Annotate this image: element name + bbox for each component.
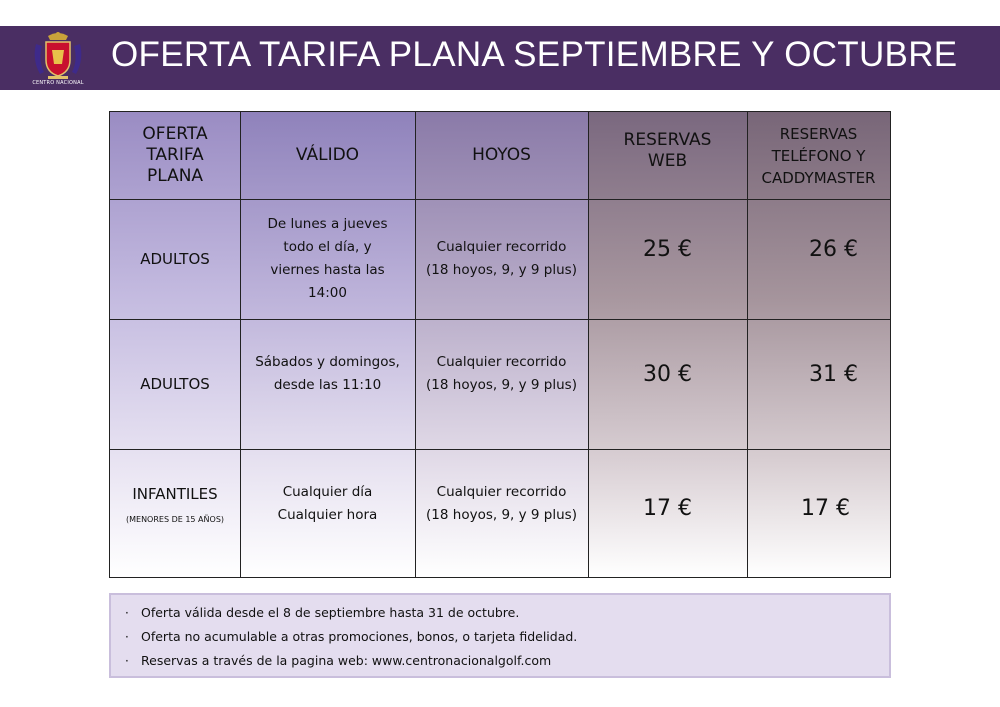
note-text: Reservas a través de la pagina web: www.centronacionalgolf.com: [141, 653, 552, 668]
web-price: [588, 319, 747, 449]
header-holes-line: HOYOS: [472, 145, 531, 165]
note-item: [125, 649, 889, 673]
category-label: ADULTOS: [140, 250, 210, 268]
header-offer: [110, 112, 240, 199]
valid-line: viernes hasta las: [270, 262, 385, 278]
category-note: (MENORES DE 15 AÑOS): [125, 514, 225, 524]
holes-line: (18 hoyos, 9, y 9 plus): [426, 507, 577, 523]
phone-price-value: 17 €: [801, 495, 850, 521]
header-phone-line: TELÉFONO Y: [771, 146, 866, 165]
web-price-value: 30 €: [643, 361, 692, 387]
valid-line: Sábados y domingos,: [255, 354, 400, 370]
note-text: Oferta no acumulable a otras promociones, bonos, o tarjeta fidelidad.: [141, 629, 578, 644]
phone-price-value: 26 €: [809, 236, 858, 262]
holes-line: Cualquier recorrido: [436, 354, 567, 370]
phone-price: [747, 319, 890, 449]
row-category: [110, 319, 240, 449]
valid-line: todo el día, y: [283, 239, 372, 255]
row-valid: [240, 319, 415, 449]
bullet: ·: [125, 606, 129, 620]
web-price-value: 25 €: [643, 236, 692, 262]
header-web-line: RESERVAS: [623, 129, 712, 150]
header-valid-line: VÁLIDO: [295, 145, 360, 165]
logo-caption: CENTRO NACIONAL: [32, 80, 84, 86]
header-banner: [0, 26, 1000, 90]
holes-line: (18 hoyos, 9, y 9 plus): [426, 262, 577, 278]
row-category: [110, 449, 240, 579]
valid-line: De lunes a jueves: [267, 216, 388, 232]
note-item: [125, 625, 889, 649]
holes-line: Cualquier recorrido: [436, 239, 567, 255]
row-holes: [415, 449, 588, 579]
note-item: [125, 601, 889, 625]
valid-line: Cualquier día: [282, 484, 373, 500]
header-web-line: WEB: [647, 150, 688, 171]
header-holes: [415, 112, 588, 199]
row-holes: [415, 199, 588, 319]
header-phone-line: RESERVAS: [779, 124, 858, 143]
row-holes: [415, 319, 588, 449]
holes-line: Cualquier recorrido: [436, 484, 567, 500]
header-web: [588, 112, 747, 199]
bullet: ·: [125, 630, 129, 644]
web-price-value: 17 €: [643, 495, 692, 521]
price-table: [109, 111, 891, 578]
header-offer-line: OFERTA: [142, 124, 208, 144]
header-valid: [240, 112, 415, 199]
valid-line: 14:00: [308, 285, 347, 301]
bullet: ·: [125, 654, 129, 668]
notes-box: [109, 593, 891, 678]
web-price: [588, 449, 747, 579]
valid-line: desde las 11:10: [273, 377, 382, 393]
valid-line: Cualquier hora: [277, 507, 378, 523]
header-phone-line: CADDYMASTER: [761, 168, 876, 187]
row-valid: [240, 199, 415, 319]
category-label: INFANTILES: [132, 484, 218, 503]
phone-price-value: 31 €: [809, 361, 858, 387]
note-text: Oferta válida desde el 8 de septiembre hasta 31 de octubre.: [141, 605, 520, 620]
page-title: OFERTA TARIFA PLANA SEPTIEMBRE Y OCTUBRE: [111, 35, 958, 74]
row-category: [110, 199, 240, 319]
shield-crest-icon: [26, 30, 90, 86]
phone-price: [747, 199, 890, 319]
holes-line: (18 hoyos, 9, y 9 plus): [426, 377, 577, 393]
row-valid: [240, 449, 415, 579]
header-offer-line: TARIFA: [146, 145, 204, 165]
category-label: ADULTOS: [140, 375, 210, 393]
header-phone: [747, 112, 890, 199]
header-offer-line: PLANA: [146, 166, 204, 186]
web-price: [588, 199, 747, 319]
phone-price: [747, 449, 890, 579]
